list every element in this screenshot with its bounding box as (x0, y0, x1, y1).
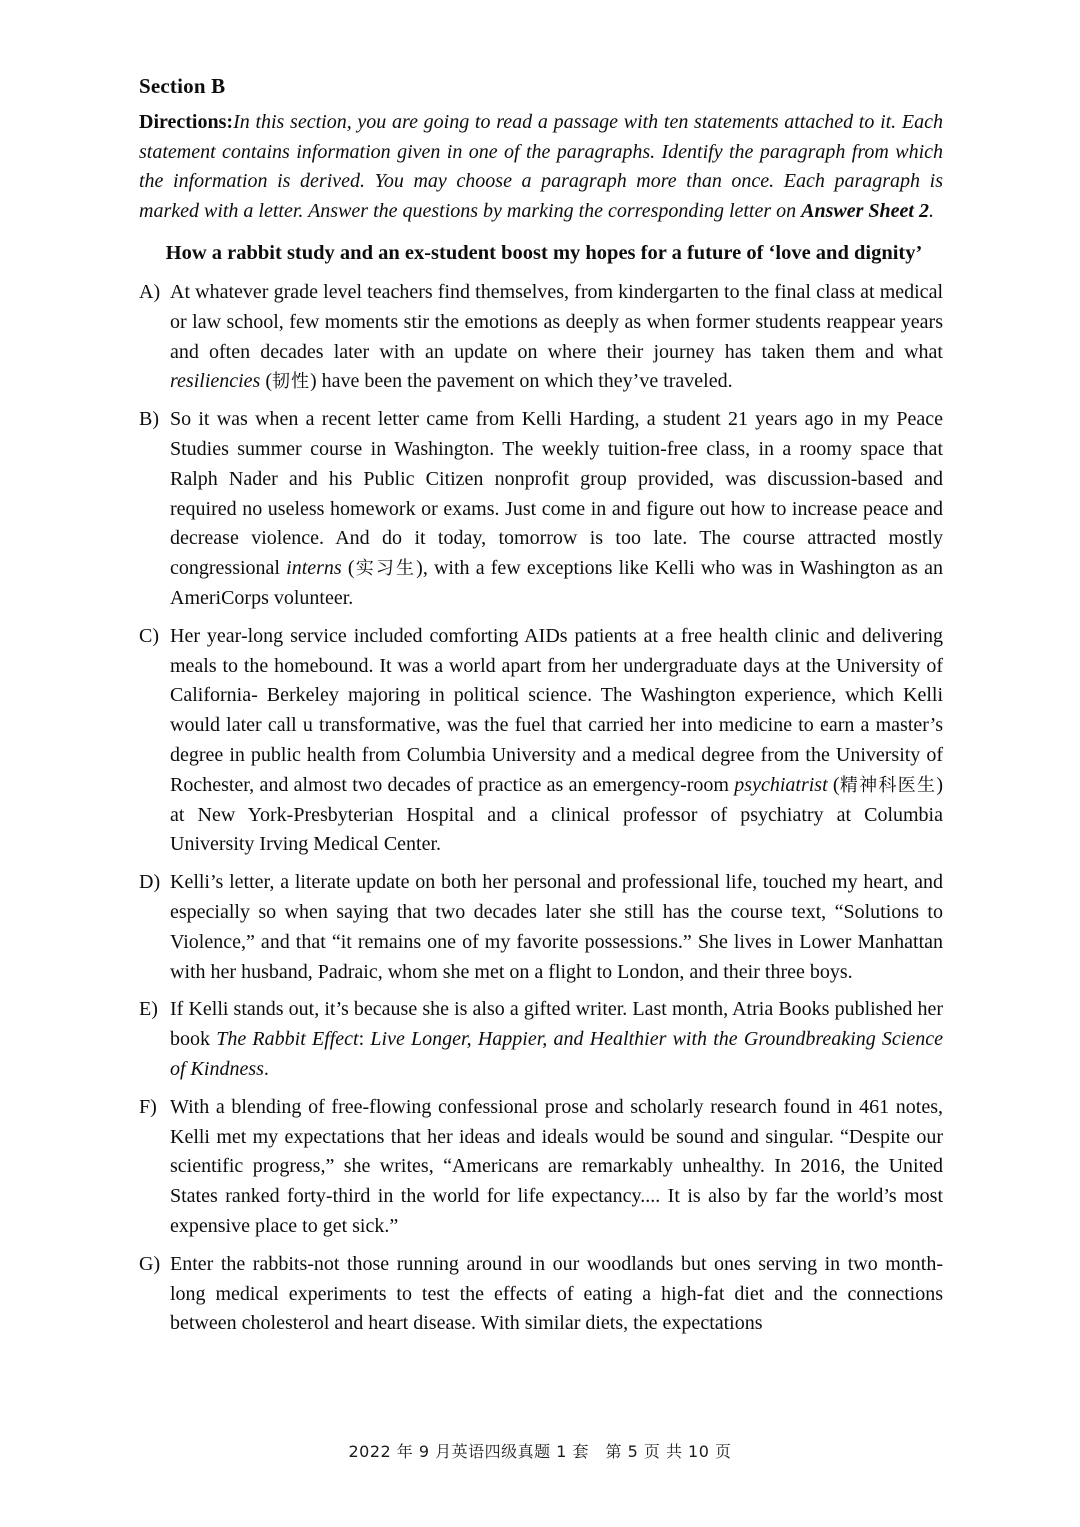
paragraph-marker: C) (139, 624, 159, 647)
answer-sheet-reference: Answer Sheet 2 (801, 199, 929, 222)
paragraph-text-run: ), with a few exceptions like Kelli who was in Washington as an AmeriCorps volunteer. (170, 557, 943, 609)
paragraph-text-run: So it was when a recent letter came from Kelli Harding, a student 21 years ago in my Peace Studies summer course in Washington. The weekly tuition-free class, in a roomy space that Ralph Nader and his Public Citizen nonprofit group provided, was discussion-based and required no useless homework or exams. Just come in and figure out how to increase peace and decrease violence. And do it today, tomorrow is too late. The course attracted mostly congressional (170, 408, 943, 580)
paragraph-text-run: : (358, 1028, 371, 1051)
chinese-gloss: 实习生 (354, 558, 417, 580)
paragraph-marker: F) (139, 1095, 157, 1118)
passage-title: How a rabbit study and an ex-student boost my hopes for a future of ‘love and dignity’ (165, 242, 923, 264)
italic-term: interns (286, 557, 342, 580)
footer-text: 2022 年 9 月英语四级真题 1 套 第 5 页 共 10 页 (348, 1442, 732, 1461)
paragraph-text (170, 1093, 943, 1242)
paragraph-marker: A) (139, 281, 161, 303)
passage-paragraph (139, 622, 943, 860)
passage-paragraph (139, 1250, 943, 1339)
paragraph-text-run: ( (260, 370, 273, 393)
passage-paragraph (139, 278, 943, 397)
paragraph-text (170, 622, 943, 860)
section-heading: Section B (139, 74, 226, 98)
italic-term: The Rabbit Effect (216, 1028, 359, 1051)
passage-paragraph (139, 405, 943, 614)
paragraph-text-run: ) at New York-Presbyterian Hospital and a clinical professor of psychiatry at Columbia University Irving Medical Center. (170, 773, 944, 856)
directions-label: Directions: (139, 111, 234, 133)
italic-term: resiliencies (170, 370, 261, 393)
paragraph-text-run: Kelli’s letter, a literate update on both her personal and professional life, touched my heart, and especially so when saying that two decades later she still has the course text, “Solutions to Violence,” and that “it remains one of my favorite possessions.” She lives in Lower Manhattan with her husband, Padraic, whom she met on a flight to London, and their three boys. (170, 871, 943, 983)
paragraph-text-run: With a blending of free-flowing confessional prose and scholarly research found in 461 notes, Kelli met my expectations that her ideas and ideals would be sound and singular. “Despite our scientific progress,” she writes, “Americans are remarkably unhealthy. In 2016, the United States ranked forty-third in the world for life expectancy.... It is also by far the world’s most expensive place to get sick.” (170, 1095, 943, 1237)
paragraph-text-run: . (263, 1057, 269, 1080)
italic-term: Live Longer, Happier, and Healthier with the Groundbreaking Science of Kindness (170, 1028, 943, 1080)
paragraph-marker: G) (139, 1252, 161, 1275)
paragraph-text-run: At whatever grade level teachers find themselves, from kindergarten to the final class at medical or law school, few moments stir the emotions as deeply as when former students reappear years and often decades later with an update on where their journey has taken them and what (170, 281, 943, 363)
chinese-gloss: 精神科医生 (839, 774, 937, 796)
paragraph-text-run: If Kelli stands out, it’s because she is also a gifted writer. Last month, Atria Books published her book (170, 998, 943, 1051)
chinese-gloss: 韧性 (272, 371, 311, 393)
directions-period: . (928, 199, 934, 222)
page-content (139, 72, 943, 1347)
passage-paragraph (139, 995, 943, 1084)
directions-block (139, 108, 943, 226)
paragraph-marker: B) (139, 408, 159, 431)
italic-term: psychiatrist (734, 773, 828, 796)
paragraph-marker: E) (139, 998, 158, 1021)
paragraph-text-run: ) have been the pavement on which they’ve traveled. (310, 370, 733, 393)
paragraph-text (170, 278, 943, 397)
paragraph-text-run: ( (827, 773, 840, 796)
paragraph-text (170, 868, 943, 987)
paragraph-text-run: ( (341, 557, 355, 580)
paragraph-text-run: Enter the rabbits-not those running around in our woodlands but ones serving in two month-long medical experiments to test the effects of eating a high-fat diet and the connections between cholesterol and heart disease. With similar diets, the expectations (170, 1252, 943, 1335)
page-footer (0, 1440, 1080, 1464)
paragraph-text (170, 995, 943, 1084)
passage-paragraph-list (139, 278, 943, 1339)
paragraph-text-run: Her year-long service included comforting AIDs patients at a free health clinic and delivering meals to the homebound. It was a world apart from her undergraduate days at the University of California- Berkeley majoring in political science. The Washington experience, which Kelli would later call u transformative, was the fuel that carried her into medicine to earn a master’s degree in public health from Columbia University and a medical degree from the University of Rochester, and almost two decades of practice as an emergency-room (170, 624, 943, 796)
paragraph-text (170, 1250, 943, 1339)
paragraph-text (170, 405, 943, 614)
paragraph-marker: D) (139, 871, 161, 894)
passage-paragraph (139, 1093, 943, 1242)
directions-body: In this section, you are going to read a passage with ten statements attached to it. Each statement contains information given in one of the paragraphs. Identify the paragraph from which the information is derived. You may choose a paragraph more than once. Each paragraph is marked with a letter. Answer the questions by marking the corresponding letter on (139, 111, 943, 222)
passage-paragraph (139, 868, 943, 987)
